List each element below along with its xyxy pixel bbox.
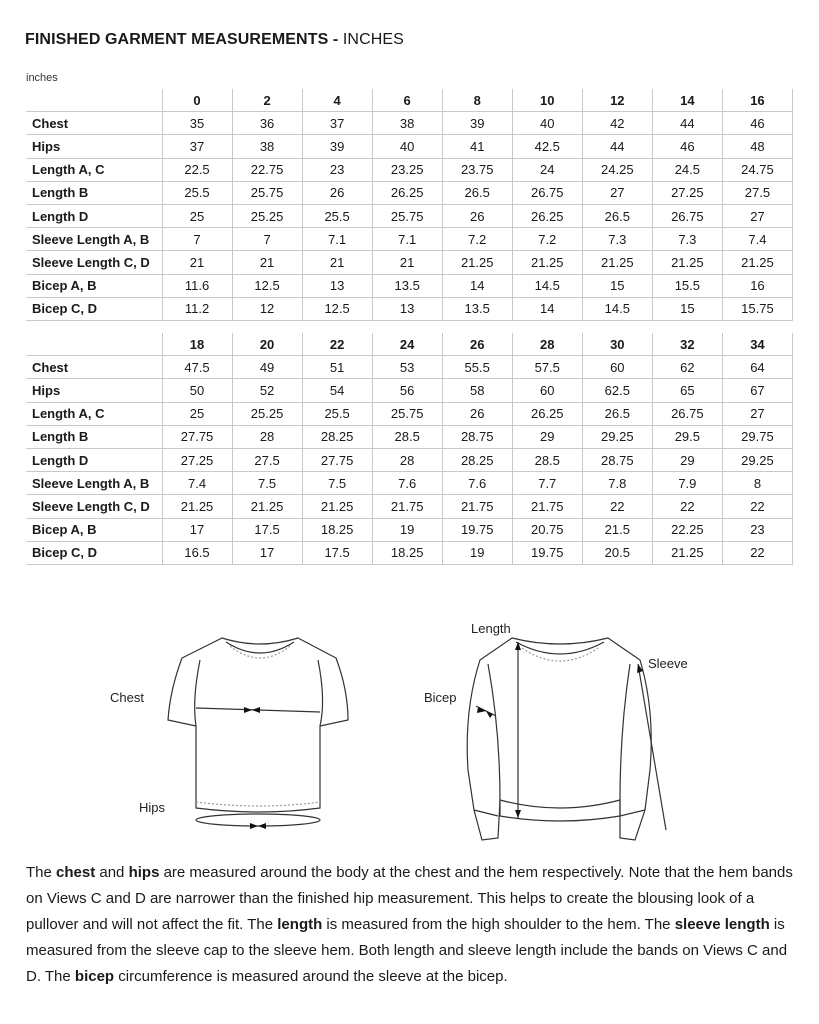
table-cell: 35 bbox=[162, 112, 232, 135]
table-cell: 20.75 bbox=[512, 518, 582, 541]
table-row bbox=[26, 204, 793, 227]
size-header: 28 bbox=[512, 333, 582, 356]
sweater-figure bbox=[440, 620, 680, 850]
table-cell: 17.5 bbox=[302, 541, 372, 564]
table-cell: 25.75 bbox=[372, 402, 442, 425]
size-header: 20 bbox=[232, 333, 302, 356]
corner-cell bbox=[26, 89, 162, 112]
table-cell: 7.8 bbox=[582, 472, 652, 495]
table-cell: 67 bbox=[722, 379, 792, 402]
row-label: Bicep A, B bbox=[26, 518, 162, 541]
table-cell: 46 bbox=[652, 135, 722, 158]
table-cell: 28.75 bbox=[582, 448, 652, 471]
table-cell: 57.5 bbox=[512, 356, 582, 379]
size-header: 30 bbox=[582, 333, 652, 356]
table-cell: 23.25 bbox=[372, 158, 442, 181]
table-cell: 28.5 bbox=[512, 448, 582, 471]
table-cell: 51 bbox=[302, 356, 372, 379]
table-cell: 26.5 bbox=[582, 204, 652, 227]
table-cell: 29.75 bbox=[722, 425, 792, 448]
table-cell: 37 bbox=[162, 135, 232, 158]
row-label: Chest bbox=[26, 356, 162, 379]
table-cell: 42 bbox=[582, 112, 652, 135]
size-header: 12 bbox=[582, 89, 652, 112]
hips-label: Hips bbox=[139, 800, 166, 815]
row-label: Hips bbox=[26, 135, 162, 158]
table-row bbox=[26, 158, 793, 181]
table-cell: 7 bbox=[162, 228, 232, 251]
table-cell: 21.25 bbox=[652, 251, 722, 274]
table-cell: 28 bbox=[232, 425, 302, 448]
term-highlight: length bbox=[277, 916, 323, 933]
table-cell: 25.5 bbox=[162, 181, 232, 204]
table-row bbox=[26, 297, 793, 320]
table-cell: 54 bbox=[302, 379, 372, 402]
text-run: The bbox=[26, 864, 57, 881]
table-cell: 53 bbox=[372, 356, 442, 379]
table-row bbox=[26, 448, 793, 471]
table-cell: 23 bbox=[302, 158, 372, 181]
table-cell: 64 bbox=[722, 356, 792, 379]
measurement-description bbox=[26, 860, 796, 990]
row-label: Length A, C bbox=[26, 402, 162, 425]
table-cell: 7.4 bbox=[162, 472, 232, 495]
table-cell: 14.5 bbox=[582, 297, 652, 320]
table-cell: 27.75 bbox=[162, 425, 232, 448]
text-run: and bbox=[95, 864, 129, 881]
chest-label: Chest bbox=[110, 690, 144, 705]
term-highlight: sleeve length bbox=[674, 916, 770, 933]
table-cell: 26.25 bbox=[372, 181, 442, 204]
table-cell: 29.25 bbox=[722, 448, 792, 471]
table-cell: 14 bbox=[512, 297, 582, 320]
table-cell: 12.5 bbox=[302, 297, 372, 320]
table-cell: 28.5 bbox=[372, 425, 442, 448]
table-cell: 19.75 bbox=[442, 518, 512, 541]
table-cell: 29 bbox=[512, 425, 582, 448]
table-cell: 49 bbox=[232, 356, 302, 379]
table-cell: 21.25 bbox=[582, 251, 652, 274]
table-cell: 7.2 bbox=[442, 228, 512, 251]
table-row bbox=[26, 135, 793, 158]
table-cell: 22.75 bbox=[232, 158, 302, 181]
table-cell: 29.25 bbox=[582, 425, 652, 448]
size-header: 6 bbox=[372, 89, 442, 112]
table-cell: 26.75 bbox=[512, 181, 582, 204]
table-cell: 39 bbox=[442, 112, 512, 135]
row-label: Hips bbox=[26, 379, 162, 402]
table-cell: 15.5 bbox=[652, 274, 722, 297]
size-header: 32 bbox=[652, 333, 722, 356]
units-label: inches bbox=[26, 72, 58, 84]
table-cell: 23 bbox=[722, 518, 792, 541]
tee-drawing bbox=[160, 620, 360, 840]
table-cell: 29.5 bbox=[652, 425, 722, 448]
table-cell: 7.7 bbox=[512, 472, 582, 495]
size-header: 10 bbox=[512, 89, 582, 112]
table-cell: 28.25 bbox=[442, 448, 512, 471]
size-header-row bbox=[26, 333, 793, 356]
table-cell: 22 bbox=[722, 541, 792, 564]
table-cell: 25.5 bbox=[302, 204, 372, 227]
size-header-row bbox=[26, 89, 793, 112]
table-cell: 65 bbox=[652, 379, 722, 402]
table-cell: 60 bbox=[512, 379, 582, 402]
table-cell: 37 bbox=[302, 112, 372, 135]
table-cell: 7.1 bbox=[372, 228, 442, 251]
length-label: Length bbox=[471, 621, 511, 636]
table-row bbox=[26, 379, 793, 402]
term-highlight: hips bbox=[128, 864, 160, 881]
size-header: 18 bbox=[162, 333, 232, 356]
sweater-drawing bbox=[440, 620, 680, 850]
table-cell: 42.5 bbox=[512, 135, 582, 158]
size-header: 26 bbox=[442, 333, 512, 356]
table-cell: 21 bbox=[232, 251, 302, 274]
table-cell: 21.25 bbox=[232, 495, 302, 518]
table-row bbox=[26, 541, 793, 564]
bicep-label: Bicep bbox=[424, 690, 457, 705]
table-cell: 21.5 bbox=[582, 518, 652, 541]
table-cell: 25.5 bbox=[302, 402, 372, 425]
table-row bbox=[26, 356, 793, 379]
text-run: is measured from the high shoulder to the hem. The bbox=[322, 916, 675, 933]
row-label: Length B bbox=[26, 425, 162, 448]
size-header: 24 bbox=[372, 333, 442, 356]
table-cell: 26 bbox=[442, 204, 512, 227]
table-cell: 39 bbox=[302, 135, 372, 158]
table-cell: 26 bbox=[302, 181, 372, 204]
row-label: Sleeve Length A, B bbox=[26, 472, 162, 495]
table-cell: 13 bbox=[302, 274, 372, 297]
table-cell: 52 bbox=[232, 379, 302, 402]
tee-figure bbox=[160, 620, 360, 840]
table-cell: 17 bbox=[162, 518, 232, 541]
table-cell: 36 bbox=[232, 112, 302, 135]
table-cell: 40 bbox=[512, 112, 582, 135]
table-cell: 58 bbox=[442, 379, 512, 402]
table-cell: 21.75 bbox=[442, 495, 512, 518]
corner-cell bbox=[26, 333, 162, 356]
table-cell: 7.2 bbox=[512, 228, 582, 251]
table-cell: 62 bbox=[652, 356, 722, 379]
table-cell: 7.5 bbox=[232, 472, 302, 495]
table-cell: 17 bbox=[232, 541, 302, 564]
table-cell: 21.25 bbox=[722, 251, 792, 274]
table-cell: 7.3 bbox=[652, 228, 722, 251]
table-cell: 24.75 bbox=[722, 158, 792, 181]
table-cell: 13.5 bbox=[442, 297, 512, 320]
table-cell: 56 bbox=[372, 379, 442, 402]
row-label: Sleeve Length C, D bbox=[26, 495, 162, 518]
row-label: Length A, C bbox=[26, 158, 162, 181]
table-cell: 18.25 bbox=[372, 541, 442, 564]
table-cell: 26.25 bbox=[512, 402, 582, 425]
table-cell: 62.5 bbox=[582, 379, 652, 402]
table-cell: 21 bbox=[372, 251, 442, 274]
table-cell: 46 bbox=[722, 112, 792, 135]
table-cell: 21.75 bbox=[372, 495, 442, 518]
row-label: Bicep A, B bbox=[26, 274, 162, 297]
table-cell: 21.25 bbox=[302, 495, 372, 518]
size-header: 16 bbox=[722, 89, 792, 112]
table-cell: 26 bbox=[442, 402, 512, 425]
table-row bbox=[26, 425, 793, 448]
table-cell: 28 bbox=[372, 448, 442, 471]
table-row bbox=[26, 181, 793, 204]
table-row bbox=[26, 112, 793, 135]
row-label: Bicep C, D bbox=[26, 541, 162, 564]
page-title-unit: INCHES bbox=[342, 31, 404, 48]
table-cell: 22.5 bbox=[162, 158, 232, 181]
table-cell: 27 bbox=[722, 204, 792, 227]
table-cell: 7.6 bbox=[442, 472, 512, 495]
table-cell: 28.25 bbox=[302, 425, 372, 448]
table-cell: 29 bbox=[652, 448, 722, 471]
table-cell: 15 bbox=[582, 274, 652, 297]
term-highlight: bicep bbox=[74, 968, 115, 985]
table-cell: 28.75 bbox=[442, 425, 512, 448]
table-cell: 25.25 bbox=[232, 204, 302, 227]
measurement-table-sizes-18-34 bbox=[26, 333, 793, 565]
table-cell: 20.5 bbox=[582, 541, 652, 564]
text-run: are measured around the body at the chest and the hem respectively. Note that the hem bands on Views C and D are narrower than the finished hip measurement. This helps to create the blousing look of a pullover and will not affect the fit. The bbox=[26, 864, 793, 933]
term-highlight: chest bbox=[56, 864, 96, 881]
page-title-main: FINISHED GARMENT MEASUREMENTS - bbox=[25, 31, 343, 48]
measurement-table-sizes-0-16 bbox=[26, 89, 793, 321]
table-cell: 26.25 bbox=[512, 204, 582, 227]
table-cell: 25.25 bbox=[232, 402, 302, 425]
table-cell: 13.5 bbox=[372, 274, 442, 297]
table-row bbox=[26, 518, 793, 541]
size-header: 0 bbox=[162, 89, 232, 112]
table-cell: 44 bbox=[582, 135, 652, 158]
table-cell: 13 bbox=[372, 297, 442, 320]
row-label: Length B bbox=[26, 181, 162, 204]
page-title bbox=[25, 31, 404, 49]
size-header: 22 bbox=[302, 333, 372, 356]
table-cell: 50 bbox=[162, 379, 232, 402]
table-cell: 38 bbox=[232, 135, 302, 158]
table-cell: 19 bbox=[372, 518, 442, 541]
table-cell: 26.75 bbox=[652, 402, 722, 425]
table-cell: 26.5 bbox=[442, 181, 512, 204]
table-cell: 8 bbox=[722, 472, 792, 495]
table-cell: 19 bbox=[442, 541, 512, 564]
table-cell: 21 bbox=[162, 251, 232, 274]
size-header: 4 bbox=[302, 89, 372, 112]
table-row bbox=[26, 495, 793, 518]
size-header: 2 bbox=[232, 89, 302, 112]
table-cell: 7.6 bbox=[372, 472, 442, 495]
table-cell: 23.75 bbox=[442, 158, 512, 181]
table-cell: 16 bbox=[722, 274, 792, 297]
table-cell: 7.1 bbox=[302, 228, 372, 251]
table-cell: 22 bbox=[722, 495, 792, 518]
table-cell: 41 bbox=[442, 135, 512, 158]
table-cell: 27.5 bbox=[722, 181, 792, 204]
table-cell: 12.5 bbox=[232, 274, 302, 297]
table-cell: 26.5 bbox=[582, 402, 652, 425]
row-label: Length D bbox=[26, 204, 162, 227]
table-cell: 40 bbox=[372, 135, 442, 158]
table-cell: 26.75 bbox=[652, 204, 722, 227]
table-cell: 22 bbox=[582, 495, 652, 518]
table-cell: 14.5 bbox=[512, 274, 582, 297]
table-cell: 25 bbox=[162, 204, 232, 227]
table-cell: 24.25 bbox=[582, 158, 652, 181]
row-label: Sleeve Length A, B bbox=[26, 228, 162, 251]
row-label: Length D bbox=[26, 448, 162, 471]
table-cell: 24.5 bbox=[652, 158, 722, 181]
table-cell: 19.75 bbox=[512, 541, 582, 564]
row-label: Bicep C, D bbox=[26, 297, 162, 320]
table-cell: 18.25 bbox=[302, 518, 372, 541]
table-cell: 48 bbox=[722, 135, 792, 158]
table-cell: 25.75 bbox=[232, 181, 302, 204]
table-cell: 7.4 bbox=[722, 228, 792, 251]
table-cell: 7.3 bbox=[582, 228, 652, 251]
table-cell: 38 bbox=[372, 112, 442, 135]
table-cell: 21.25 bbox=[512, 251, 582, 274]
table-cell: 21.25 bbox=[162, 495, 232, 518]
table-cell: 21.25 bbox=[442, 251, 512, 274]
size-header: 8 bbox=[442, 89, 512, 112]
table-cell: 25.75 bbox=[372, 204, 442, 227]
table-cell: 27.75 bbox=[302, 448, 372, 471]
table-cell: 11.2 bbox=[162, 297, 232, 320]
table-cell: 60 bbox=[582, 356, 652, 379]
table-cell: 27.25 bbox=[652, 181, 722, 204]
table-cell: 27.5 bbox=[232, 448, 302, 471]
table-cell: 47.5 bbox=[162, 356, 232, 379]
table-cell: 14 bbox=[442, 274, 512, 297]
table-row bbox=[26, 472, 793, 495]
table-cell: 22.25 bbox=[652, 518, 722, 541]
table-cell: 15.75 bbox=[722, 297, 792, 320]
table-cell: 7.9 bbox=[652, 472, 722, 495]
size-header: 34 bbox=[722, 333, 792, 356]
table-row bbox=[26, 228, 793, 251]
table-cell: 7 bbox=[232, 228, 302, 251]
row-label: Chest bbox=[26, 112, 162, 135]
table-cell: 22 bbox=[652, 495, 722, 518]
table-cell: 27 bbox=[582, 181, 652, 204]
size-header: 14 bbox=[652, 89, 722, 112]
table-cell: 7.5 bbox=[302, 472, 372, 495]
table-cell: 27.25 bbox=[162, 448, 232, 471]
table-cell: 12 bbox=[232, 297, 302, 320]
table-cell: 27 bbox=[722, 402, 792, 425]
table-row bbox=[26, 274, 793, 297]
table-cell: 21.75 bbox=[512, 495, 582, 518]
row-label: Sleeve Length C, D bbox=[26, 251, 162, 274]
table-cell: 11.6 bbox=[162, 274, 232, 297]
table-cell: 25 bbox=[162, 402, 232, 425]
table-cell: 17.5 bbox=[232, 518, 302, 541]
table-row bbox=[26, 402, 793, 425]
text-run: circumference is measured around the sleeve at the bicep. bbox=[114, 968, 508, 985]
table-cell: 21.25 bbox=[652, 541, 722, 564]
table-cell: 55.5 bbox=[442, 356, 512, 379]
table-cell: 44 bbox=[652, 112, 722, 135]
table-cell: 21 bbox=[302, 251, 372, 274]
sleeve-label: Sleeve bbox=[648, 656, 688, 671]
table-cell: 24 bbox=[512, 158, 582, 181]
table-cell: 15 bbox=[652, 297, 722, 320]
table-row bbox=[26, 251, 793, 274]
text-run: is measured from the sleeve cap to the sleeve hem. Both length and sleeve length include the bands on Views C and D. The bbox=[26, 916, 788, 985]
table-cell: 16.5 bbox=[162, 541, 232, 564]
